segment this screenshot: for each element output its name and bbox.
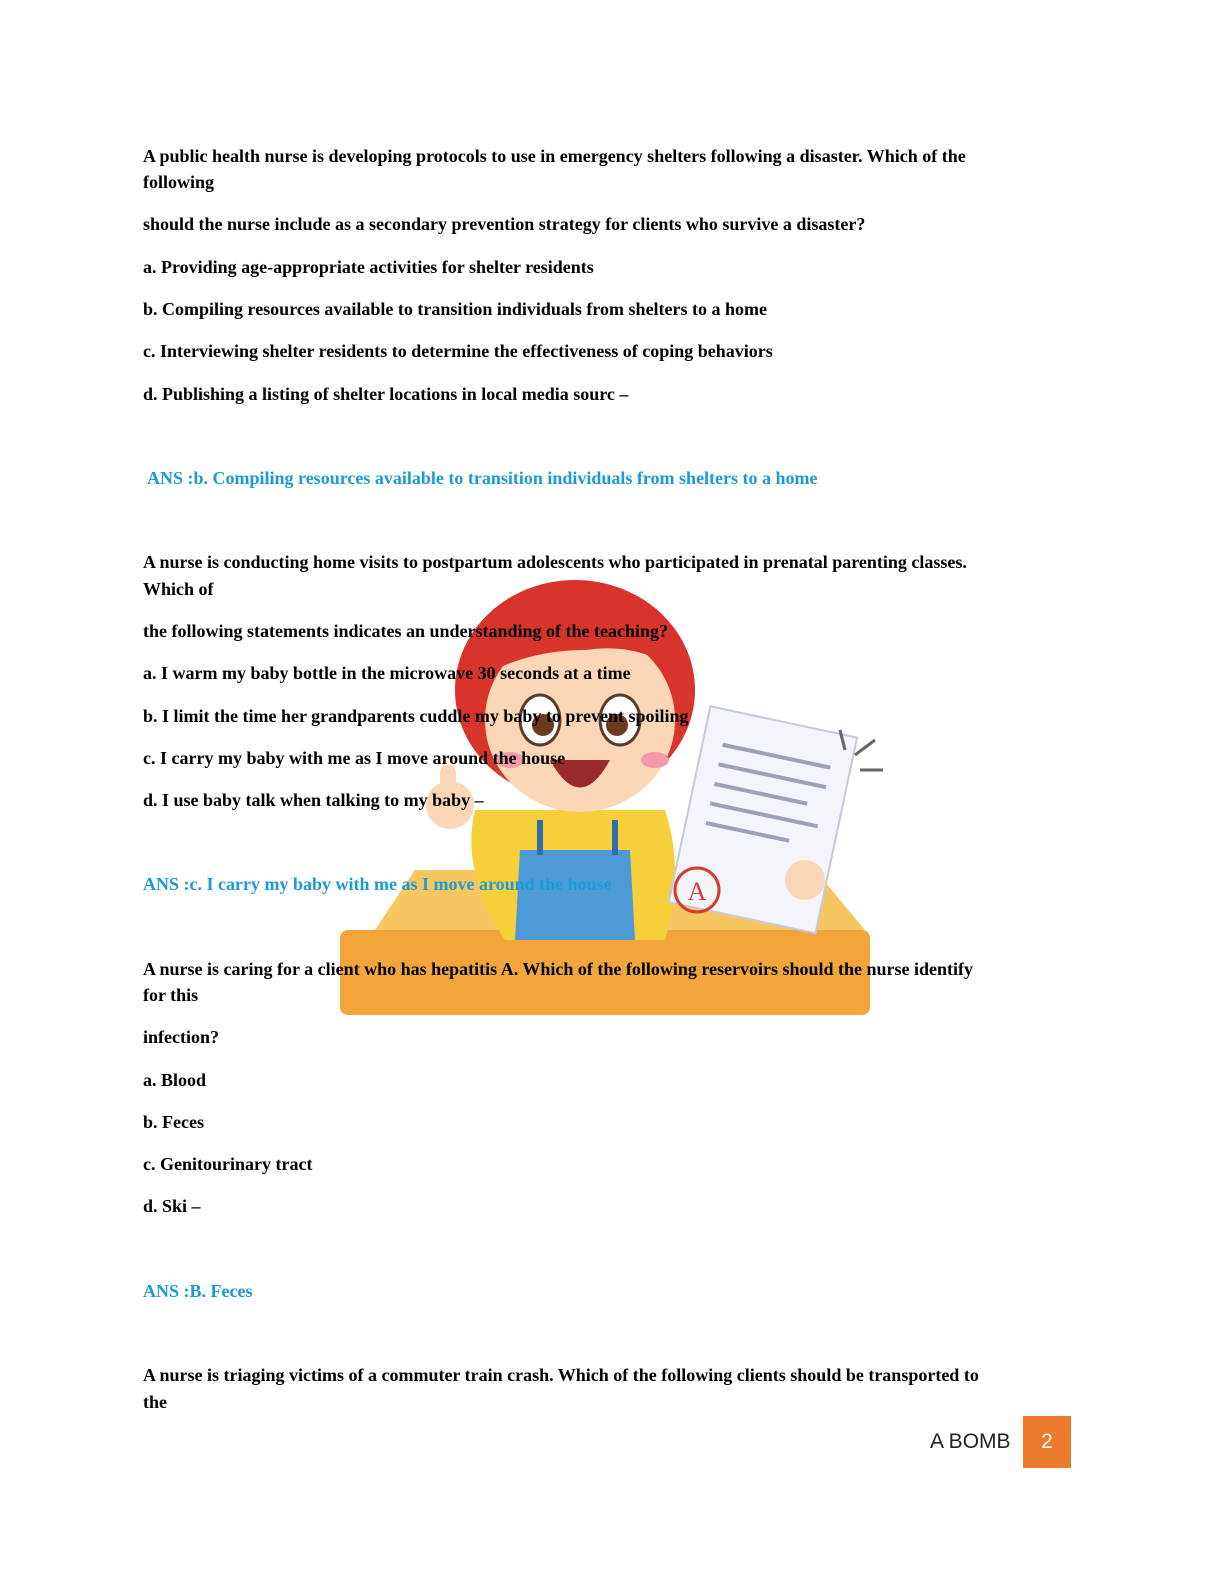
- grade-mark: A: [687, 877, 707, 906]
- q2-option-d: d. I use baby talk when talking to my baby –: [143, 790, 484, 810]
- footer-label: A BOMB: [930, 1430, 1011, 1453]
- q1-stem-line2: following: [143, 172, 215, 192]
- q1-option-b: b. Compiling resources available to transition individuals from shelters to a home: [143, 299, 768, 319]
- q4-stem-line2: the: [143, 1392, 167, 1412]
- q2-stem-line3: the following statements indicates an understanding of the teaching?: [143, 621, 669, 641]
- q3-answer: ANS :B. Feces: [143, 1281, 253, 1301]
- q2-answer: ANS :c. I carry my baby with me as I move around the house: [143, 874, 612, 894]
- q1-option-d: d. Publishing a listing of shelter locations in local media sourc –: [143, 384, 629, 404]
- page-number-badge: 2: [1023, 1416, 1071, 1468]
- q3-option-b: b. Feces: [143, 1112, 204, 1132]
- q4-stem-line1: A nurse is triaging victims of a commuter train crash. Which of the following clients should be transported to: [143, 1365, 979, 1385]
- q1-answer: ANS :b. Compiling resources available to transition individuals from shelters to a home: [147, 468, 818, 488]
- q2-option-c: c. I carry my baby with me as I move around the house: [143, 748, 566, 768]
- q1-stem-line1: A public health nurse is developing protocols to use in emergency shelters following a disaster. Which of the: [143, 146, 966, 166]
- q3-option-d: d. Ski –: [143, 1196, 201, 1216]
- q1-stem-line3: should the nurse include as a secondary prevention strategy for clients who survive a disaster?: [143, 214, 866, 234]
- q2-stem-line2: Which of: [143, 579, 214, 599]
- q1-option-c: c. Interviewing shelter residents to determine the effectiveness of coping behaviors: [143, 341, 773, 361]
- q3-stem-line1: A nurse is caring for a client who has hepatitis A. Which of the following reservoirs should the nurse identify: [143, 959, 974, 979]
- q3-option-c: c. Genitourinary tract: [143, 1154, 313, 1174]
- q2-option-a: a. I warm my baby bottle in the microwave 30 seconds at a time: [143, 663, 631, 683]
- q2-option-b: b. I limit the time her grandparents cuddle my baby to prevent spoiling: [143, 706, 689, 726]
- q1-option-a: a. Providing age-appropriate activities for shelter residents: [143, 257, 594, 277]
- q3-stem-line3: infection?: [143, 1027, 219, 1047]
- q3-option-a: a. Blood: [143, 1070, 207, 1090]
- q3-stem-line2: for this: [143, 985, 199, 1005]
- q2-stem-line1: A nurse is conducting home visits to postpartum adolescents who participated in prenatal parenting classes.: [143, 552, 967, 572]
